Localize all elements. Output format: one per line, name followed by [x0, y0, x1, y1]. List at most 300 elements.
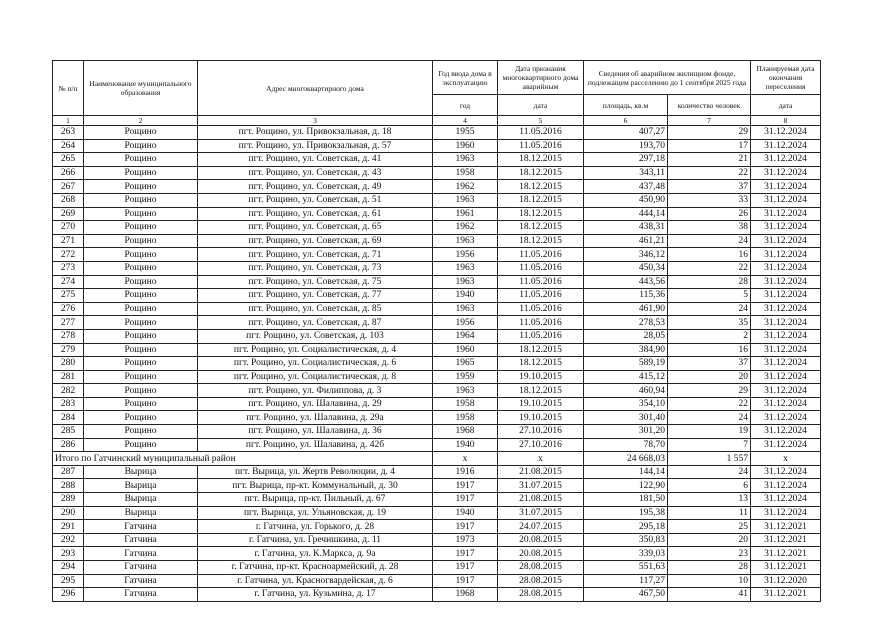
table-row: [53, 479, 821, 493]
header-num: № п/п: [53, 61, 84, 116]
address-cell: пгт. Рощино, ул. Советская, д. 73: [198, 261, 433, 275]
table-row: [53, 221, 821, 235]
row-number: 275: [53, 289, 84, 303]
row-number: 288: [53, 479, 84, 493]
row-number: 284: [53, 411, 84, 425]
row-number: 271: [53, 234, 84, 248]
municipality-cell: Рощино: [84, 153, 198, 167]
table-row: [53, 465, 821, 479]
municipality-cell: Рощино: [84, 397, 198, 411]
row-number: 293: [53, 547, 84, 561]
area-cell: 144,14: [584, 465, 668, 479]
end-date-cell: 31.12.2024: [751, 166, 821, 180]
people-cell: 28: [668, 275, 751, 289]
header-municipality: Наименование муниципального образования: [84, 61, 198, 116]
year-cell: 1958: [433, 166, 498, 180]
row-number: 285: [53, 425, 84, 439]
area-cell: 278,53: [584, 316, 668, 330]
year-cell: 1916: [433, 465, 498, 479]
subheader-people: количество человек: [668, 95, 751, 116]
end-date-cell: 31.12.2024: [751, 397, 821, 411]
date-cell: 11.05.2016: [498, 261, 584, 275]
address-cell: пгт. Рощино, ул. Советская, д. 87: [198, 316, 433, 330]
end-date-cell: 31.12.2024: [751, 302, 821, 316]
year-cell: 1962: [433, 221, 498, 235]
end-date-cell: 31.12.2024: [751, 465, 821, 479]
year-cell: 1960: [433, 343, 498, 357]
year-cell: 1963: [433, 302, 498, 316]
year-cell: 1917: [433, 493, 498, 507]
row-number: 292: [53, 533, 84, 547]
year-cell: 1968: [433, 588, 498, 602]
document-sheet: [52, 60, 820, 602]
end-date-cell: 31.12.2024: [751, 180, 821, 194]
date-cell: 31.07.2015: [498, 479, 584, 493]
municipality-cell: Рощино: [84, 193, 198, 207]
date-cell: 18.12.2015: [498, 166, 584, 180]
column-number: 5: [498, 116, 584, 126]
date-cell: 19.10.2015: [498, 411, 584, 425]
people-cell: 16: [668, 248, 751, 262]
date-cell: 11.05.2016: [498, 248, 584, 262]
total-date: х: [498, 452, 584, 466]
row-number: 291: [53, 520, 84, 534]
address-cell: пгт. Рощино, ул. Шалавина, д. 29: [198, 397, 433, 411]
subheader-date: дата: [498, 95, 584, 116]
municipality-cell: Гатчина: [84, 520, 198, 534]
year-cell: 1958: [433, 411, 498, 425]
total-area: 24 668,03: [584, 452, 668, 466]
date-cell: 21.08.2015: [498, 465, 584, 479]
subheader-date2: дата: [751, 95, 821, 116]
address-cell: г. Гатчина, ул. Гречишкина, д. 11: [198, 533, 433, 547]
end-date-cell: 31.12.2024: [751, 139, 821, 153]
date-cell: 11.05.2016: [498, 329, 584, 343]
row-number: 294: [53, 561, 84, 575]
municipality-cell: Рощино: [84, 357, 198, 371]
header-fund-info: Сведения об аварийном жилищном фонде, подлежащем расселению до 1 сентября 2025 года: [584, 61, 751, 95]
row-number: 276: [53, 302, 84, 316]
people-cell: 24: [668, 234, 751, 248]
table-row: [53, 126, 821, 140]
row-number: 269: [53, 207, 84, 221]
date-cell: 27.10.2016: [498, 425, 584, 439]
end-date-cell: 31.12.2020: [751, 574, 821, 588]
people-cell: 5: [668, 289, 751, 303]
address-cell: пгт. Рощино, ул. Советская, д. 65: [198, 221, 433, 235]
row-number: 286: [53, 438, 84, 452]
address-cell: пгт. Рощино, ул. Социалистическая, д. 4: [198, 343, 433, 357]
column-number: 6: [584, 116, 668, 126]
subheader-area: площадь, кв.м: [584, 95, 668, 116]
end-date-cell: 31.12.2024: [751, 343, 821, 357]
municipality-cell: Гатчина: [84, 561, 198, 575]
table-row: [53, 384, 821, 398]
municipality-cell: Рощино: [84, 384, 198, 398]
municipality-cell: Гатчина: [84, 547, 198, 561]
date-cell: 18.12.2015: [498, 207, 584, 221]
end-date-cell: 31.12.2024: [751, 411, 821, 425]
year-cell: 1917: [433, 547, 498, 561]
address-cell: пгт. Рощино, ул. Советская, д. 49: [198, 180, 433, 194]
municipality-cell: Рощино: [84, 139, 198, 153]
municipality-cell: Рощино: [84, 289, 198, 303]
municipality-cell: Вырица: [84, 479, 198, 493]
area-cell: 450,34: [584, 261, 668, 275]
year-cell: 1959: [433, 370, 498, 384]
year-cell: 1965: [433, 357, 498, 371]
year-cell: 1917: [433, 479, 498, 493]
municipality-cell: Рощино: [84, 329, 198, 343]
table-header: [53, 61, 821, 126]
row-number: 282: [53, 384, 84, 398]
date-cell: 28.08.2015: [498, 588, 584, 602]
people-cell: 20: [668, 533, 751, 547]
date-cell: 28.08.2015: [498, 561, 584, 575]
year-cell: 1963: [433, 153, 498, 167]
table-row: [53, 397, 821, 411]
column-number: 1: [53, 116, 84, 126]
end-date-cell: 31.12.2024: [751, 248, 821, 262]
row-number: 289: [53, 493, 84, 507]
date-cell: 18.12.2015: [498, 180, 584, 194]
people-cell: 20: [668, 370, 751, 384]
people-cell: 6: [668, 479, 751, 493]
people-cell: 29: [668, 126, 751, 140]
area-cell: 551,63: [584, 561, 668, 575]
total-people: 1 557: [668, 452, 751, 466]
end-date-cell: 31.12.2024: [751, 316, 821, 330]
date-cell: 18.12.2015: [498, 221, 584, 235]
municipality-cell: Рощино: [84, 126, 198, 140]
table-row: [53, 329, 821, 343]
people-cell: 25: [668, 520, 751, 534]
end-date-cell: 31.12.2024: [751, 275, 821, 289]
date-cell: 19.10.2015: [498, 397, 584, 411]
address-cell: г. Гатчина, ул. Горького, д. 28: [198, 520, 433, 534]
address-cell: пгт. Рощино, ул. Советская, д. 103: [198, 329, 433, 343]
date-cell: 19.10.2015: [498, 370, 584, 384]
address-cell: г. Гатчина, ул. Красногвардейская, д. 6: [198, 574, 433, 588]
people-cell: 17: [668, 139, 751, 153]
address-cell: пгт. Рощино, ул. Советская, д. 51: [198, 193, 433, 207]
date-cell: 11.05.2016: [498, 139, 584, 153]
date-cell: 27.10.2016: [498, 438, 584, 452]
people-cell: 7: [668, 438, 751, 452]
table-row: [53, 520, 821, 534]
address-cell: г. Гатчина, ул. Кузьмина, д. 17: [198, 588, 433, 602]
address-cell: пгт. Рощино, ул. Советская, д. 43: [198, 166, 433, 180]
total-year: х: [433, 452, 498, 466]
total-label: Итого по Гатчинский муниципальный район: [53, 452, 433, 466]
year-cell: 1958: [433, 397, 498, 411]
end-date-cell: 31.12.2021: [751, 588, 821, 602]
housing-table: [52, 60, 821, 602]
address-cell: пгт. Рощино, ул. Филиппова, д. 3: [198, 384, 433, 398]
year-cell: 1940: [433, 289, 498, 303]
date-cell: 11.05.2016: [498, 126, 584, 140]
table-row: [53, 411, 821, 425]
column-number: 3: [198, 116, 433, 126]
header-address: Адрес многоквартирного дома: [198, 61, 433, 116]
year-cell: 1963: [433, 261, 498, 275]
municipality-cell: Рощино: [84, 221, 198, 235]
address-cell: г. Гатчина, ул. К.Маркса, д. 9а: [198, 547, 433, 561]
address-cell: пгт. Рощино, ул. Привокзальная, д. 18: [198, 126, 433, 140]
row-number: 268: [53, 193, 84, 207]
date-cell: 31.07.2015: [498, 506, 584, 520]
municipality-cell: Вырица: [84, 465, 198, 479]
address-cell: пгт. Рощино, ул. Советская, д. 61: [198, 207, 433, 221]
date-cell: 11.05.2016: [498, 289, 584, 303]
municipality-cell: Рощино: [84, 248, 198, 262]
year-cell: 1917: [433, 561, 498, 575]
address-cell: пгт. Рощино, ул. Советская, д. 75: [198, 275, 433, 289]
address-cell: пгт. Вырица, пр-кт. Коммунальный, д. 30: [198, 479, 433, 493]
area-cell: 301,40: [584, 411, 668, 425]
municipality-cell: Рощино: [84, 275, 198, 289]
row-number: 280: [53, 357, 84, 371]
area-cell: 195,38: [584, 506, 668, 520]
date-cell: 18.12.2015: [498, 384, 584, 398]
people-cell: 21: [668, 153, 751, 167]
address-cell: пгт. Рощино, ул. Советская, д. 85: [198, 302, 433, 316]
end-date-cell: 31.12.2024: [751, 493, 821, 507]
table-row: [53, 588, 821, 602]
date-cell: 11.05.2016: [498, 275, 584, 289]
end-date-cell: 31.12.2024: [751, 357, 821, 371]
address-cell: пгт. Вырица, ул. Ульяновская, д. 19: [198, 506, 433, 520]
area-cell: 78,70: [584, 438, 668, 452]
people-cell: 35: [668, 316, 751, 330]
table-row: [53, 139, 821, 153]
table-body: [53, 126, 821, 602]
table-row: [53, 193, 821, 207]
row-number: 263: [53, 126, 84, 140]
table-row: [53, 234, 821, 248]
date-cell: 21.08.2015: [498, 493, 584, 507]
people-cell: 38: [668, 221, 751, 235]
row-number: 279: [53, 343, 84, 357]
row-number: 283: [53, 397, 84, 411]
municipality-cell: Рощино: [84, 180, 198, 194]
table-row: [53, 275, 821, 289]
table-row: [53, 357, 821, 371]
table-row: [53, 343, 821, 357]
area-cell: 461,90: [584, 302, 668, 316]
table-row: [53, 261, 821, 275]
municipality-cell: Вырица: [84, 506, 198, 520]
column-number: 8: [751, 116, 821, 126]
year-cell: 1968: [433, 425, 498, 439]
people-cell: 29: [668, 384, 751, 398]
row-number: 273: [53, 261, 84, 275]
end-date-cell: 31.12.2024: [751, 289, 821, 303]
date-cell: 11.05.2016: [498, 316, 584, 330]
total-row: [53, 452, 821, 466]
end-date-cell: 31.12.2024: [751, 425, 821, 439]
end-date-cell: 31.12.2024: [751, 384, 821, 398]
people-cell: 22: [668, 166, 751, 180]
end-date-cell: 31.12.2021: [751, 561, 821, 575]
end-date-cell: 31.12.2024: [751, 506, 821, 520]
end-date-cell: 31.12.2024: [751, 221, 821, 235]
column-numbers-row: [53, 116, 821, 126]
table-row: [53, 547, 821, 561]
address-cell: пгт. Рощино, ул. Советская, д. 77: [198, 289, 433, 303]
municipality-cell: Рощино: [84, 261, 198, 275]
address-cell: пгт. Рощино, ул. Шалавина, д. 42б: [198, 438, 433, 452]
address-cell: пгт. Рощино, ул. Привокзальная, д. 57: [198, 139, 433, 153]
header-planned-end: Планируемая дата окончания переселения: [751, 61, 821, 95]
end-date-cell: 31.12.2021: [751, 520, 821, 534]
table-row: [53, 425, 821, 439]
end-date-cell: 31.12.2021: [751, 533, 821, 547]
people-cell: 13: [668, 493, 751, 507]
municipality-cell: Рощино: [84, 438, 198, 452]
end-date-cell: 31.12.2024: [751, 153, 821, 167]
area-cell: 461,21: [584, 234, 668, 248]
municipality-cell: Рощино: [84, 207, 198, 221]
area-cell: 437,48: [584, 180, 668, 194]
year-cell: 1963: [433, 384, 498, 398]
date-cell: 18.12.2015: [498, 234, 584, 248]
municipality-cell: Рощино: [84, 370, 198, 384]
year-cell: 1962: [433, 180, 498, 194]
row-number: 278: [53, 329, 84, 343]
year-cell: 1973: [433, 533, 498, 547]
row-number: 281: [53, 370, 84, 384]
address-cell: пгт. Вырица, пр-кт. Пильный, д. 67: [198, 493, 433, 507]
address-cell: пгт. Рощино, ул. Советская, д. 41: [198, 153, 433, 167]
date-cell: 18.12.2015: [498, 193, 584, 207]
header-year-built: Год ввода дома в эксплуатацию: [433, 61, 498, 95]
area-cell: 443,56: [584, 275, 668, 289]
municipality-cell: Рощино: [84, 316, 198, 330]
table-row: [53, 316, 821, 330]
address-cell: пгт. Рощино, ул. Социалистическая, д. 8: [198, 370, 433, 384]
area-cell: 295,18: [584, 520, 668, 534]
people-cell: 22: [668, 397, 751, 411]
date-cell: 18.12.2015: [498, 343, 584, 357]
municipality-cell: Гатчина: [84, 574, 198, 588]
row-number: 272: [53, 248, 84, 262]
address-cell: пгт. Рощино, ул. Советская, д. 71: [198, 248, 433, 262]
people-cell: 24: [668, 411, 751, 425]
row-number: 270: [53, 221, 84, 235]
table-row: [53, 248, 821, 262]
municipality-cell: Рощино: [84, 343, 198, 357]
year-cell: 1917: [433, 520, 498, 534]
table-row: [53, 166, 821, 180]
table-row: [53, 493, 821, 507]
area-cell: 193,70: [584, 139, 668, 153]
subheader-year: год: [433, 95, 498, 116]
area-cell: 122,90: [584, 479, 668, 493]
area-cell: 438,31: [584, 221, 668, 235]
end-date-cell: 31.12.2024: [751, 438, 821, 452]
column-number: 4: [433, 116, 498, 126]
people-cell: 37: [668, 180, 751, 194]
table-row: [53, 180, 821, 194]
people-cell: 24: [668, 302, 751, 316]
municipality-cell: Вырица: [84, 493, 198, 507]
area-cell: 384,90: [584, 343, 668, 357]
people-cell: 23: [668, 547, 751, 561]
end-date-cell: 31.12.2024: [751, 193, 821, 207]
table-row: [53, 153, 821, 167]
date-cell: 18.12.2015: [498, 153, 584, 167]
people-cell: 22: [668, 261, 751, 275]
table-row: [53, 302, 821, 316]
people-cell: 37: [668, 357, 751, 371]
row-number: 295: [53, 574, 84, 588]
end-date-cell: 31.12.2024: [751, 329, 821, 343]
year-cell: 1963: [433, 193, 498, 207]
table-row: [53, 207, 821, 221]
people-cell: 11: [668, 506, 751, 520]
municipality-cell: Рощино: [84, 425, 198, 439]
year-cell: 1961: [433, 207, 498, 221]
year-cell: 1956: [433, 248, 498, 262]
municipality-cell: Рощино: [84, 166, 198, 180]
table-row: [53, 506, 821, 520]
area-cell: 589,19: [584, 357, 668, 371]
area-cell: 301,20: [584, 425, 668, 439]
address-cell: г. Гатчина, пр-кт. Красноармейский, д. 28: [198, 561, 433, 575]
area-cell: 115,36: [584, 289, 668, 303]
end-date-cell: 31.12.2024: [751, 261, 821, 275]
table-row: [53, 561, 821, 575]
table-row: [53, 370, 821, 384]
area-cell: 407,27: [584, 126, 668, 140]
row-number: 274: [53, 275, 84, 289]
area-cell: 415,12: [584, 370, 668, 384]
municipality-cell: Рощино: [84, 234, 198, 248]
area-cell: 297,18: [584, 153, 668, 167]
year-cell: 1917: [433, 574, 498, 588]
table-row: [53, 533, 821, 547]
year-cell: 1955: [433, 126, 498, 140]
column-number: 2: [84, 116, 198, 126]
end-date-cell: 31.12.2024: [751, 207, 821, 221]
people-cell: 2: [668, 329, 751, 343]
area-cell: 450,90: [584, 193, 668, 207]
table-row: [53, 574, 821, 588]
address-cell: пгт. Рощино, ул. Шалавина, д. 36: [198, 425, 433, 439]
area-cell: 350,83: [584, 533, 668, 547]
year-cell: 1940: [433, 438, 498, 452]
municipality-cell: Рощино: [84, 411, 198, 425]
area-cell: 343,11: [584, 166, 668, 180]
address-cell: пгт. Рощино, ул. Шалавина, д. 29а: [198, 411, 433, 425]
row-number: 287: [53, 465, 84, 479]
area-cell: 354,10: [584, 397, 668, 411]
date-cell: 24.07.2015: [498, 520, 584, 534]
area-cell: 28,05: [584, 329, 668, 343]
year-cell: 1940: [433, 506, 498, 520]
people-cell: 33: [668, 193, 751, 207]
people-cell: 28: [668, 561, 751, 575]
year-cell: 1960: [433, 139, 498, 153]
table-row: [53, 438, 821, 452]
address-cell: пгт. Вырица, ул. Жертв Революции, д. 4: [198, 465, 433, 479]
row-number: 265: [53, 153, 84, 167]
row-number: 266: [53, 166, 84, 180]
people-cell: 16: [668, 343, 751, 357]
date-cell: 20.08.2015: [498, 547, 584, 561]
area-cell: 467,50: [584, 588, 668, 602]
